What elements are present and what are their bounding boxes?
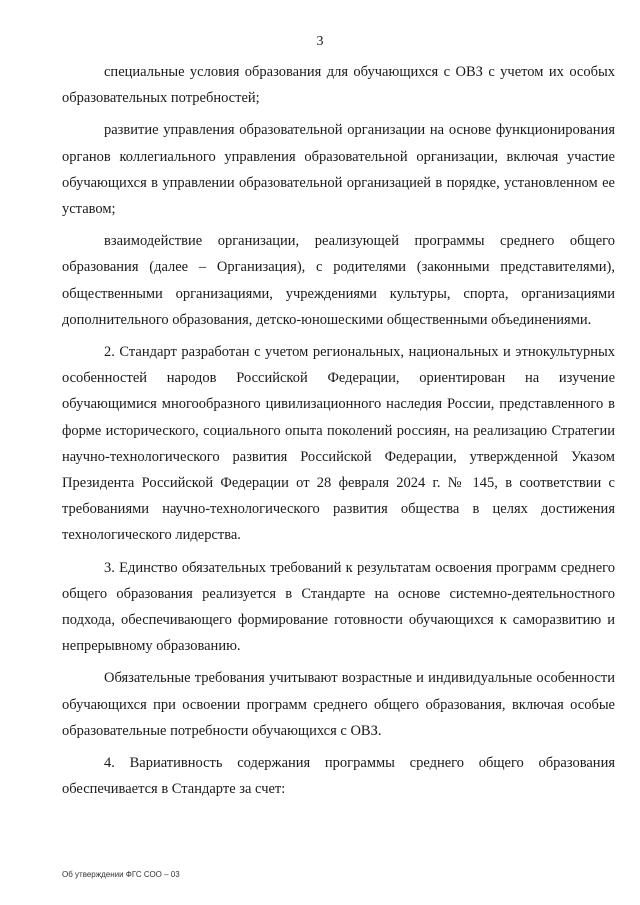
paragraph-mandatory-requirements: Обязательные требования учитывают возрастные и индивидуальные особенности обучающихся при освоении программ среднего общего образования, включая особые образовательные потребности обучающихся с ОВЗ. xyxy=(62,670,615,739)
paragraph-special-conditions: специальные условия образования для обучающихся с ОВЗ с учетом их особых образовательных потребностей; xyxy=(62,64,615,107)
paragraph-item-2: 2. Стандарт разработан с учетом региональных, национальных и этнокультурных особенностей народов Российской Федерации, ориентирован на изучение обучающимися многообразного цивилизационного наследия России, представленного в форме исторического, социального опыта поколений россиян, на реализацию Стратегии научно-технологического развития Российской Федерации, утвержденной Указом Президента Российской Федерации от 28 февраля 2024 г. № 145, в соответствии с требованиями научно-технологического развития общества в целях достижения технологического лидерства. xyxy=(62,344,615,544)
page-footer: Об утверждении ФГС СОО – 03 xyxy=(62,870,180,879)
document-body xyxy=(62,59,615,808)
paragraph-management-development: развитие управления образовательной организации на основе функционирования органов коллегиального управления образовательной организации, включая участие обучающихся в управлении образовательной организацией в порядке, установленном ее уставом; xyxy=(62,122,615,218)
paragraph-interaction: взаимодействие организации, реализующей программы среднего общего образования (далее – Организация), с родителями (законными представителями), общественными организациями, учреждениями культуры, спорта, организациями дополнительного образования, детско-юношескими общественными объединениями. xyxy=(62,233,615,328)
page-number: 3 xyxy=(316,34,324,49)
paragraph-item-4: 4. Вариативность содержания программы среднего общего образования обеспечивается в Стандарте за счет: xyxy=(62,755,615,798)
paragraph-item-3: 3. Единство обязательных требований к результатам освоения программ среднего общего образования реализуется в Стандарте на основе системно-деятельностного подхода, обеспечивающего формирование готовности обучающихся к саморазвитию и непрерывному образованию. xyxy=(62,559,615,655)
